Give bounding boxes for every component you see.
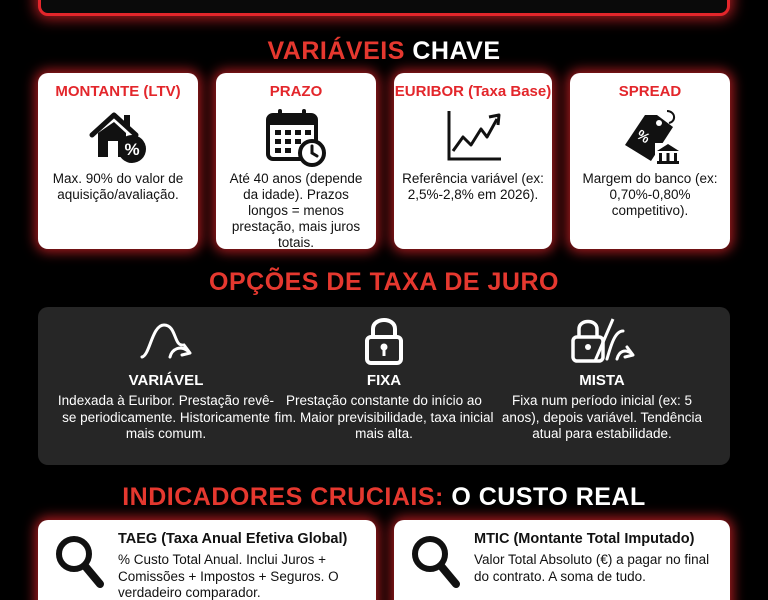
section-title-indicators bbox=[0, 483, 768, 512]
svg-text:%: % bbox=[124, 140, 140, 159]
section-title-key-variables bbox=[0, 37, 768, 66]
magnifier-icon bbox=[52, 532, 108, 597]
lock-wave-icon bbox=[567, 315, 637, 372]
option-fixa bbox=[274, 307, 494, 465]
price-tag-bank-icon bbox=[617, 107, 683, 172]
option-name: FIXA bbox=[366, 372, 402, 389]
line-chart-icon bbox=[441, 107, 505, 170]
card-label: MONTANTE (LTV) bbox=[55, 83, 181, 100]
section-title-red: INDICADORES CRUCIAIS: bbox=[122, 483, 444, 511]
indicator-taeg bbox=[38, 520, 376, 600]
wave-icon bbox=[136, 315, 196, 370]
card-montante bbox=[38, 73, 198, 249]
option-text: Prestação constante do início ao fim. Maior previsibilidade, taxa inicial mais alta. bbox=[274, 393, 494, 441]
lock-icon bbox=[359, 315, 409, 372]
card-description: Referência variável (ex: 2,5%-2,8% em 2026). bbox=[402, 171, 544, 202]
indicator-name: MTIC (Montante Total Imputado) bbox=[474, 531, 695, 547]
card-label: SPREAD bbox=[618, 83, 682, 100]
option-text: Indexada à Euribor. Prestação revê-se periodicamente. Historicamente mais comum. bbox=[57, 393, 275, 441]
section-title-rate-options bbox=[0, 268, 768, 297]
card-euribor bbox=[394, 73, 552, 249]
section-title-white: O CUSTO REAL bbox=[451, 483, 646, 511]
option-name: MISTA bbox=[579, 372, 625, 389]
card-prazo bbox=[216, 73, 376, 249]
card-description: Até 40 anos (depende da idade). Prazos longos = menos prestação, mais juros totais. bbox=[229, 171, 363, 250]
card-description: Margem do banco (ex: 0,70%-0,80% competitivo). bbox=[582, 171, 718, 218]
section-title-red: OPÇÕES DE TAXA DE JURO bbox=[209, 268, 559, 296]
indicator-text: % Custo Total Anual. Inclui Juros + Comissões + Impostos + Seguros. O verdadeiro comparador. bbox=[118, 552, 339, 600]
option-variavel bbox=[56, 307, 276, 465]
card-label: EURIBOR (Taxa Base) bbox=[394, 83, 552, 100]
card-description: Max. 90% do valor de aquisição/avaliação. bbox=[52, 171, 184, 202]
indicator-text: Valor Total Absoluto (€) a pagar no final do contrato. A soma de tudo. bbox=[474, 552, 710, 584]
option-name: VARIÁVEL bbox=[128, 372, 204, 389]
calendar-clock-icon bbox=[264, 107, 328, 172]
card-label: PRAZO bbox=[269, 83, 323, 100]
indicator-mtic bbox=[394, 520, 730, 600]
house-percent-icon bbox=[86, 107, 150, 170]
option-text: Fixa num período inicial (ex: 5 anos), depois variável. Tendência atual para estabilidade. bbox=[501, 393, 703, 441]
indicator-name: TAEG (Taxa Anual Efetiva Global) bbox=[118, 531, 348, 547]
section-title-white: CHAVE bbox=[412, 37, 501, 65]
card-spread bbox=[570, 73, 730, 249]
svg-text:%: % bbox=[634, 126, 654, 147]
option-mista bbox=[492, 307, 712, 465]
top-banner-frame bbox=[38, 0, 730, 16]
rate-options-panel bbox=[38, 307, 730, 465]
magnifier-icon bbox=[408, 532, 464, 597]
section-title-red: VARIÁVEIS bbox=[267, 37, 405, 65]
